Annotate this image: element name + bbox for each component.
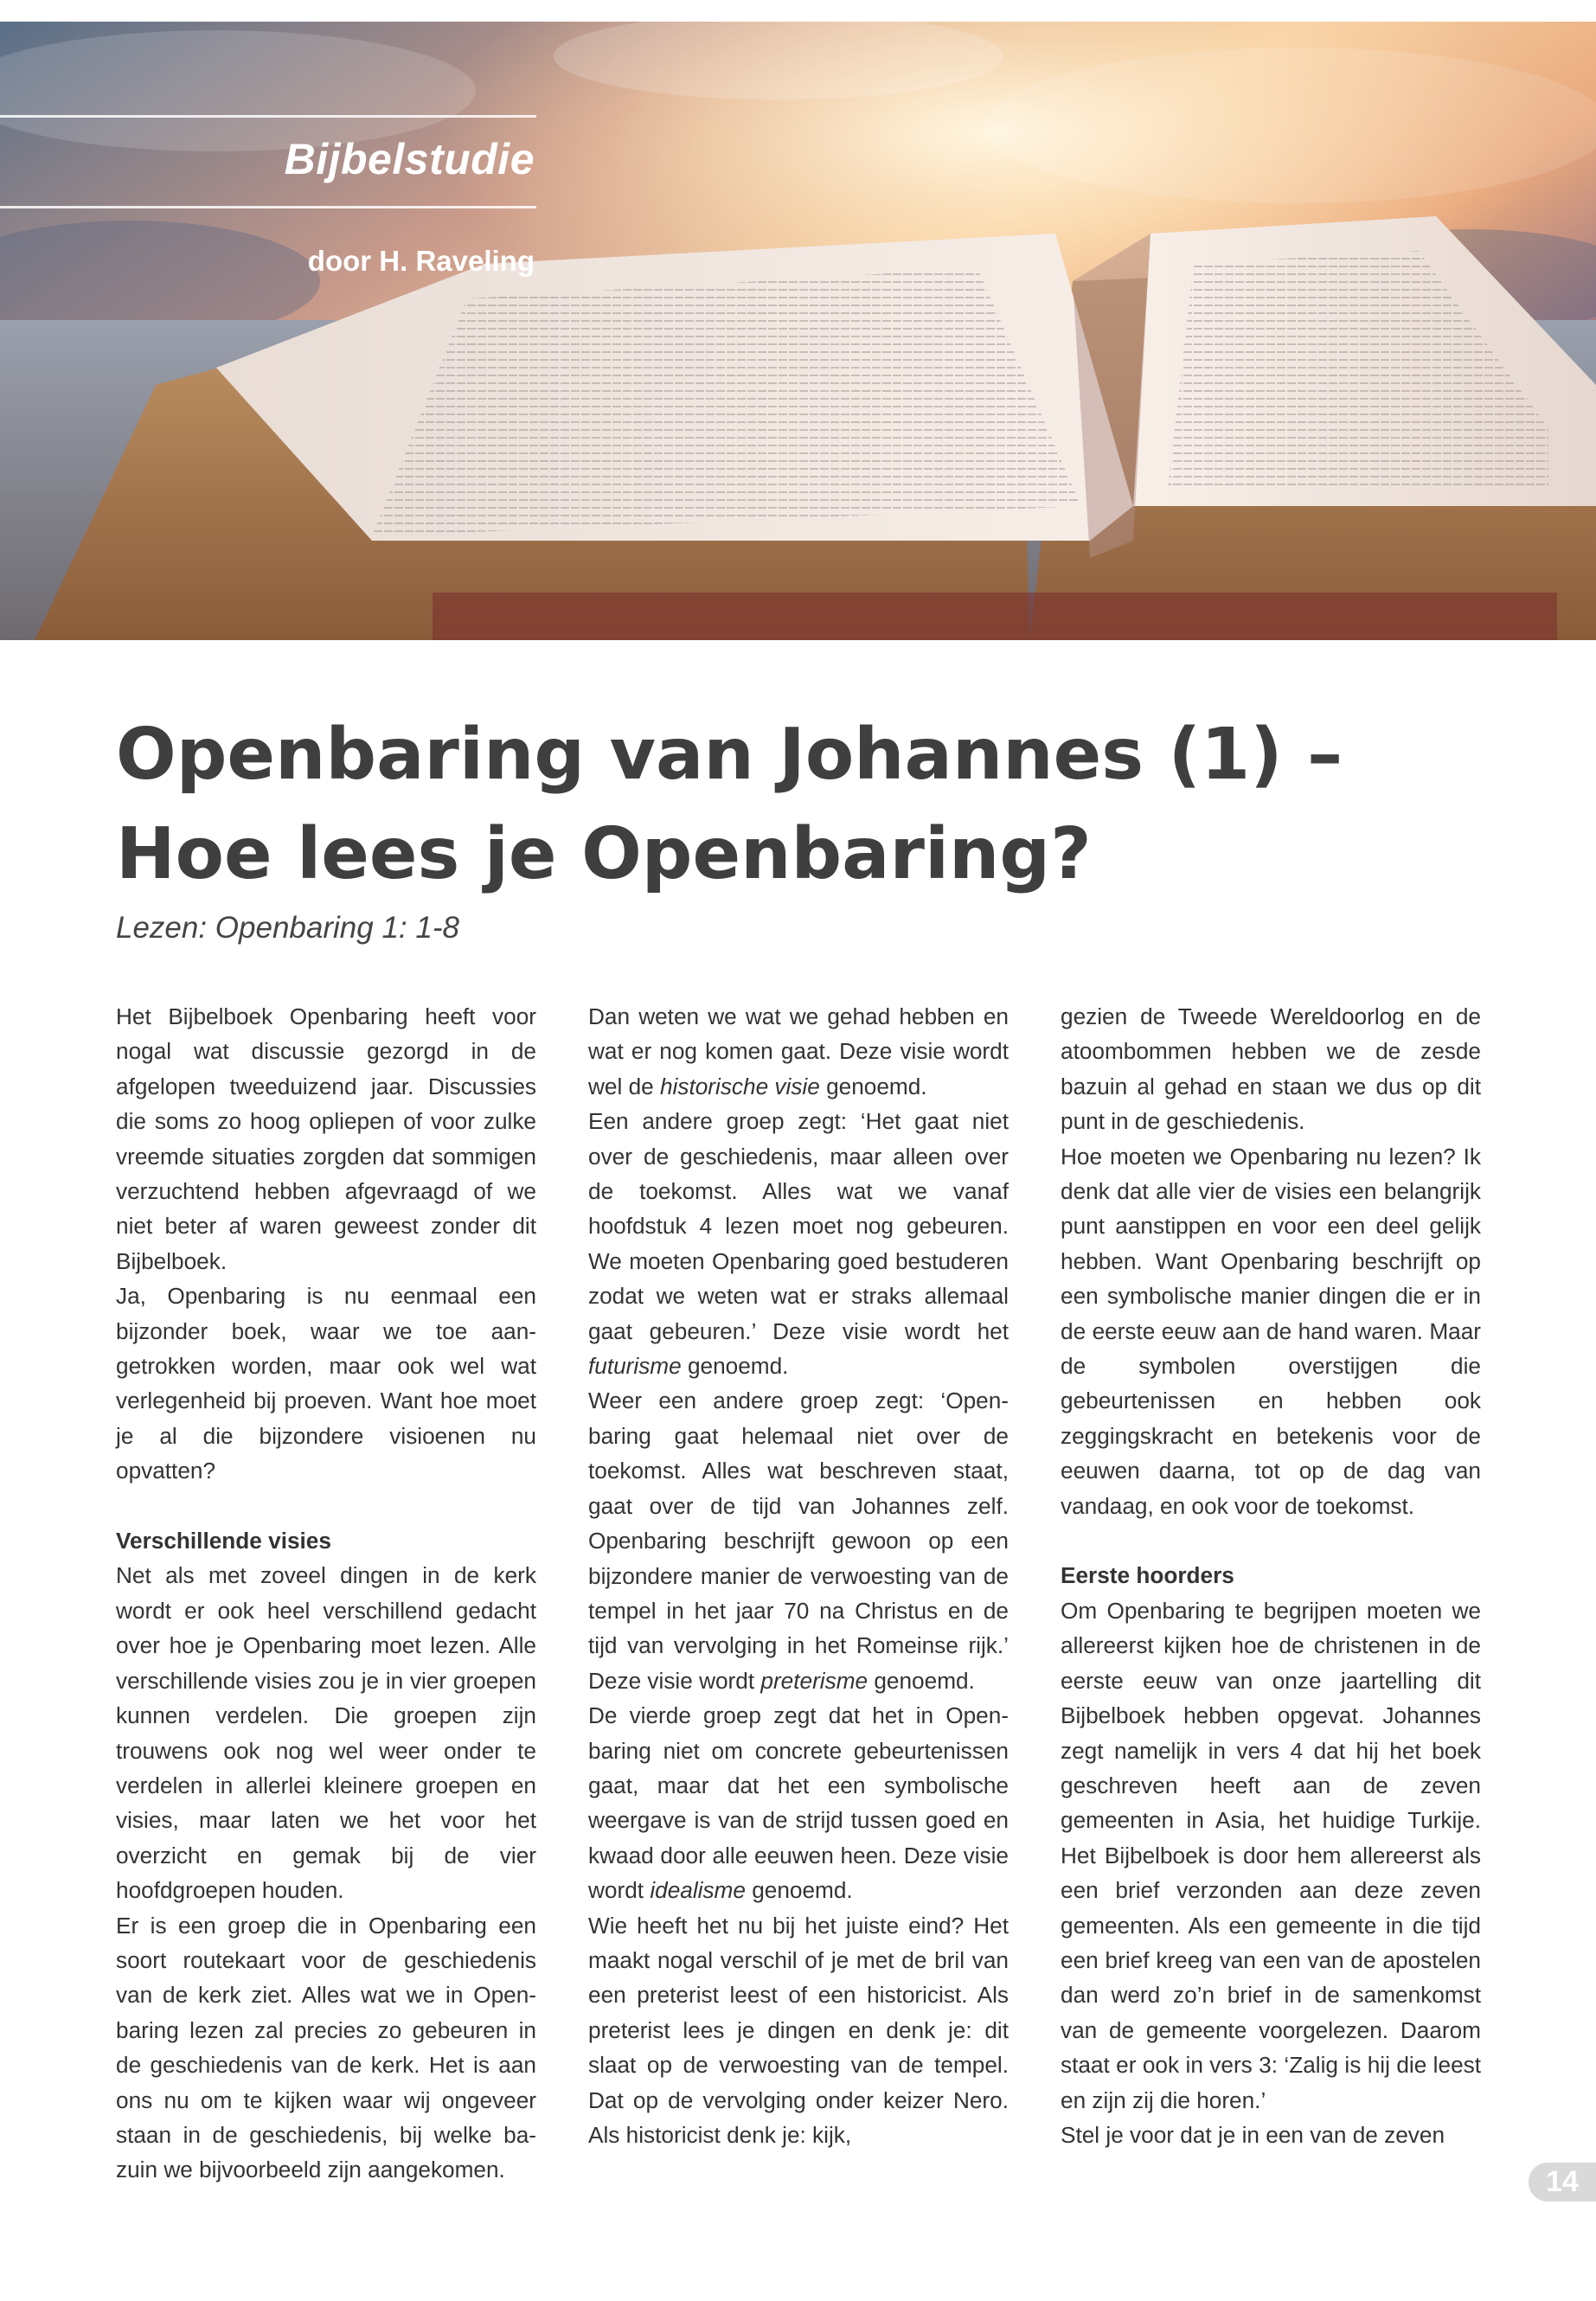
text-column-1	[116, 999, 536, 2188]
paragraph: Er is een groep die in Openbaring een soort routekaart voor de geschiedenis van de kerk ziet. Alles wat we in Openbaring lezen zal precies zo gebeuren in de geschiedenis van de kerk. Het is aan ons nu om te kijken waar wij ongeveer staan in de geschiedenis, bij welke bazuin we bijvoorbeeld zijn aangekomen.	[116, 1912, 536, 2183]
paragraph: Wie heeft het nu bij het juiste eind? Het maakt nogal verschil of je met de bril van een preterist leest of een historicist. Als preterist lees je dingen en denk je: dit slaat op de verwoesting van de tempel. Dat op de vervolging onder keizer Nero. Als historicist denk je: kijk,	[588, 1912, 1009, 2148]
paragraph: Ja, Openbaring is nu eenmaal een bijzonder boek, waar we toe aangetrokken worden, maar ook wel wat verlegenheid bij proeven. Want hoe moet je al die bijzondere visioenen nu opvatten?	[116, 1283, 536, 1484]
paragraph: Dan weten we wat we gehad hebben en wat er nog komen gaat. Deze visie wordt wel de historische visie genoemd.	[588, 1003, 1009, 1099]
paragraph-gap	[1061, 1523, 1481, 1558]
paragraph: Een andere groep zegt: ‘Het gaat niet over de geschiedenis, maar alleen over de toekomst. Alles wat we vanaf hoofdstuk 4 lezen moet nog gebeuren. We moeten Openbaring goed bestuderen zodat we weten wat er straks allemaal gaat gebeuren.’ Deze visie wordt het futurisme genoemd.	[588, 1108, 1009, 1380]
text-column-2	[588, 999, 1009, 2152]
article-title-line-2: Hoe lees je Openbaring?	[116, 813, 1092, 895]
subheading-verschillende-visies: Verschillende visies	[116, 1528, 331, 1554]
header-rule-top	[0, 115, 536, 118]
page-number-badge: 14	[1529, 2163, 1596, 2202]
text-column-3	[1061, 999, 1481, 2152]
section-title: Bijbelstudie	[284, 135, 535, 183]
paragraph: Net als met zoveel dingen in de kerk wordt er ook heel verschillend gedacht over hoe je Openbaring moet lezen. Alle verschillende visies zou je in vier groepen kunnen verdelen. Die groepen zijn trouwens ook nog wel weer onder te verdelen in allerlei kleinere groepen en visies, maar laten we het voor het overzicht en gemak bij de vier hoofdgroepen houden.	[116, 1562, 536, 1904]
term-historische-visie: historische visie	[659, 1073, 820, 1099]
paragraph: gezien de Tweede Wereldoorlog en de atoombommen hebben we de zesde bazuin al gehad en staan we dus op dit punt in de geschiedenis.	[1061, 1003, 1481, 1135]
header-rule-bottom	[0, 206, 536, 208]
subheading-eerste-hoorders: Eerste hoorders	[1061, 1562, 1234, 1589]
paragraph: Hoe moeten we Openbaring nu lezen? Ik denk dat alle vier de visies een belangrijk punt aanstippen en voor een deel gelijk hebben. Want Openbaring beschrijft op een symbolische manier dingen die er in de eerste eeuw aan de hand waren. Maar de symbolen overstijgen die gebeurtenissen en hebben ook zeggingskracht en betekenis voor de eeuwen daarna, tot op de dag van vandaag, en ook voor de toekomst.	[1061, 1143, 1481, 1519]
paragraph: Weer een andere groep zegt: ‘Openbaring gaat helemaal niet over de toekomst. Alles wat beschreven staat, gaat over de tijd van Johannes zelf. Openbaring beschrijft gewoon op een bijzondere manier de verwoesting van de tempel in het jaar 70 na Christus en de tijd van vervolging in het Romeinse rijk.’ Deze visie wordt preterisme genoemd.	[588, 1388, 1009, 1694]
author-byline: door H. Raveling	[307, 245, 535, 277]
reading-reference: Lezen: Openbaring 1: 1-8	[116, 911, 459, 945]
article-title-line-1: Openbaring van Johannes (1) –	[116, 714, 1343, 796]
header-banner	[0, 22, 1596, 640]
paragraph: Stel je voor dat je in een van de zeven	[1061, 2121, 1445, 2148]
paragraph: Om Openbaring te begrijpen moeten we allereerst kijken hoe de christenen in de eerste eeuw van onze jaartelling dit Bijbelboek hebben opgevat. Johannes zegt namelijk in vers 4 dat hij het boek geschreven heeft aan de zeven gemeenten in Asia, het huidige Turkije. Het Bijbelboek is door hem allereerst als een brief verzonden aan deze zeven gemeenten. Als een gemeente in die tijd een brief kreeg van een van de apostelen dan werd zo’n brief in de samenkomst van de gemeente voorgelezen. Daarom staat er ook in vers 3: ‘Zalig is hij die leest en zijn zij die horen.’	[1061, 1597, 1481, 2113]
article-title	[116, 705, 1500, 904]
paragraph-gap	[116, 1489, 536, 1523]
term-preterisme: preterisme	[760, 1667, 869, 1694]
term-idealisme: idealisme	[650, 1877, 746, 1904]
term-futurisme: futurisme	[588, 1353, 682, 1380]
paragraph: Het Bijbelboek Openbaring heeft voor nogal wat discussie gezorgd in de afgelopen tweeduizend jaar. Discussies die soms zo hoog opliepen of voor zulke vreemde situaties zorgden dat sommigen verzuchtend hebben afgevraagd of we niet beter af waren geweest zonder dit Bijbelboek.	[116, 1003, 536, 1274]
paragraph: De vierde groep zegt dat het in Openbaring niet om concrete gebeurtenissen gaat, maar dat het een symbolische weergave is van de strijd tussen goed en kwaad door alle eeuwen heen. Deze visie wordt idealisme genoemd.	[588, 1702, 1009, 1904]
